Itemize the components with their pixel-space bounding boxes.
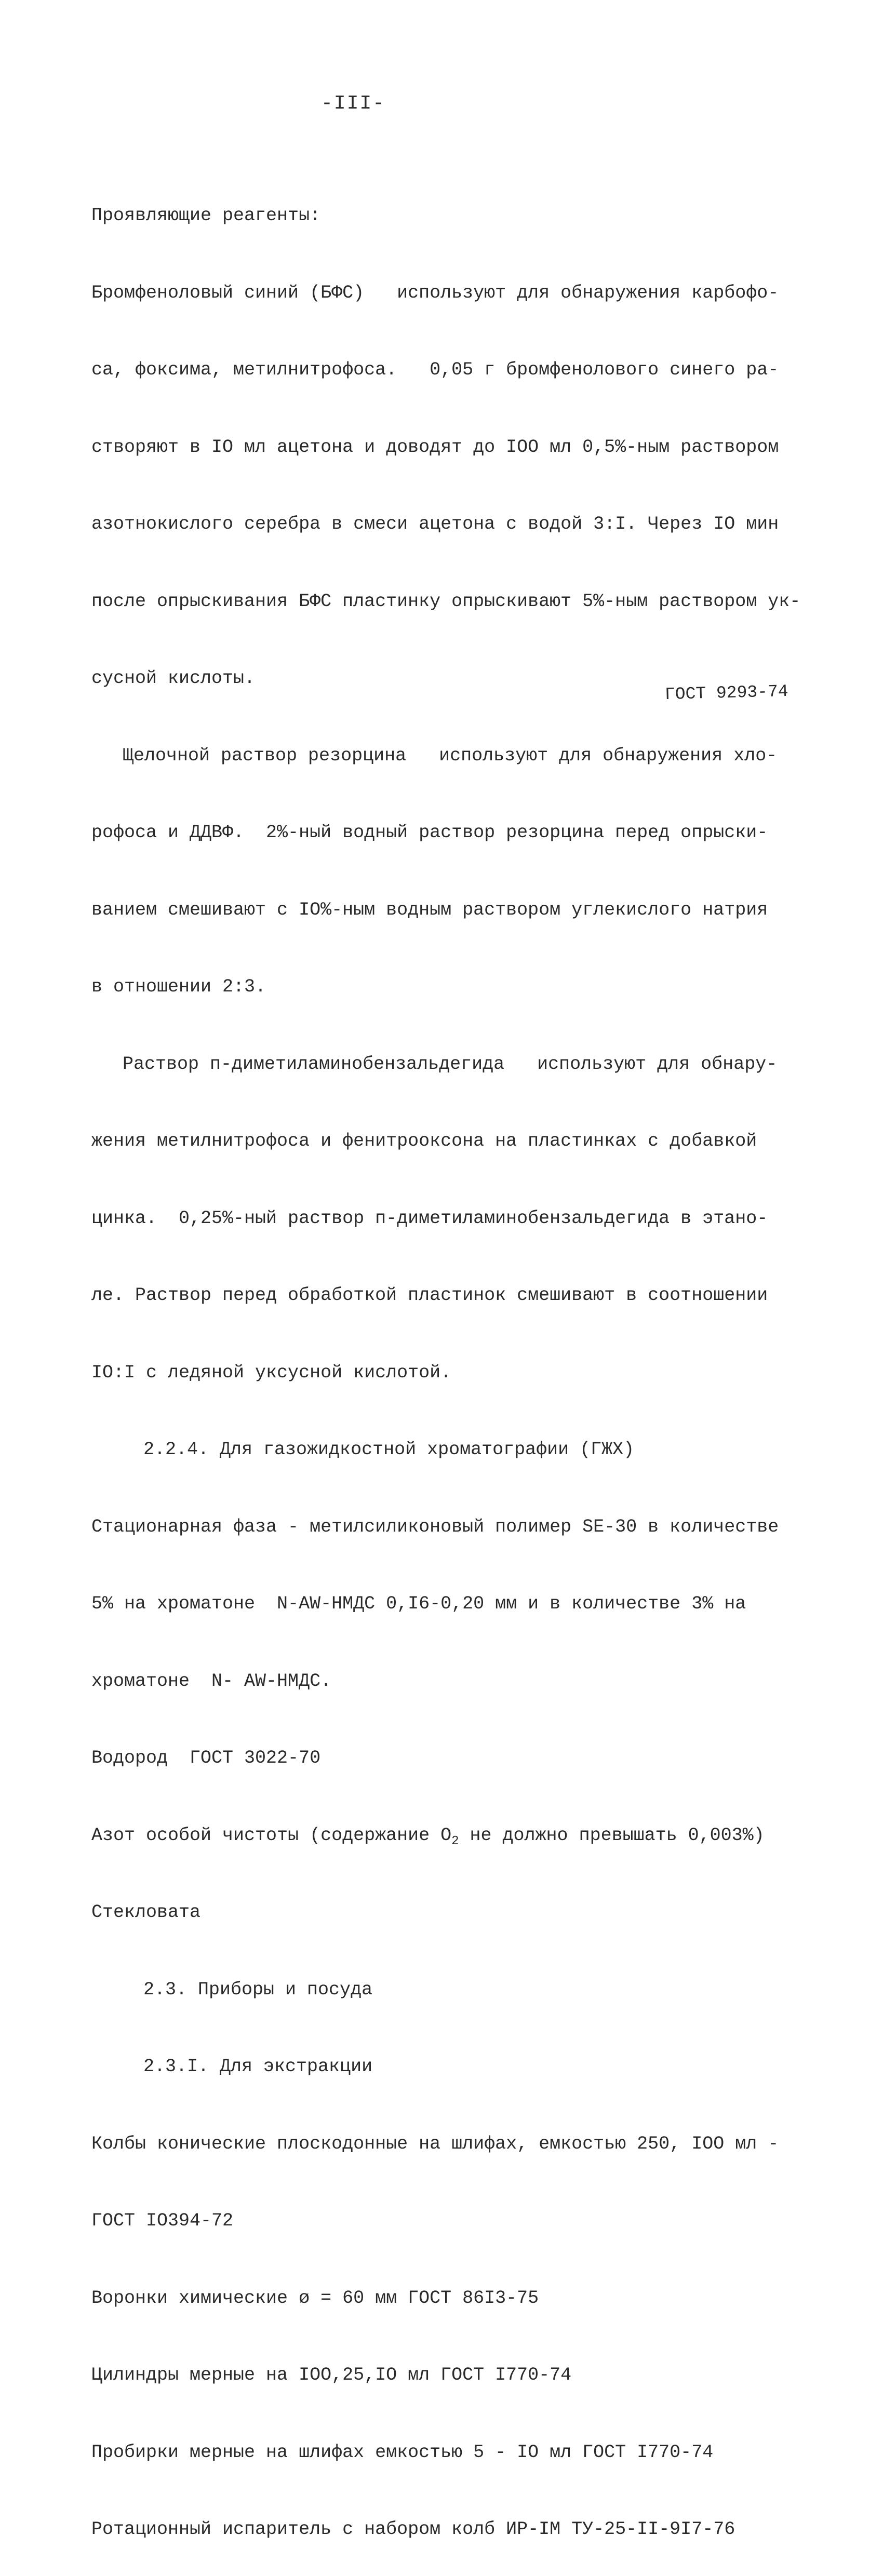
- section-heading-gc: 2.2.4. Для газожидкостной хроматографии (ГЖХ): [143, 1439, 635, 1460]
- text-line: са, фоксима, метилнитрофоса. 0,05 г бромфенолового синего ра-: [91, 359, 779, 380]
- document-body: [91, 152, 829, 2576]
- text-line: ле. Раствор перед обработкой пластинок смешивают в соотношении: [91, 1285, 768, 1306]
- section-heading-extraction: 2.3.I. Для экстракции: [143, 2056, 373, 2077]
- text-line: цинка. 0,25%-ный раствор п-диметиламинобензальдегида в этано-: [91, 1208, 768, 1229]
- text-line: [91, 1823, 829, 1849]
- text-line: ванием смешивают с IO%-ным водным раствором углекислого натрия: [91, 899, 768, 920]
- section-heading-reagents: Проявляющие реагенты:: [91, 205, 321, 226]
- text-line: Стекловата: [91, 1902, 201, 1923]
- text-line: Колбы конические плоскодонные на шлифах, емкостью 250, IOO мл -: [91, 2133, 779, 2154]
- text-line: ГОСТ IO394-72: [91, 2210, 234, 2231]
- text-line: IO:I с ледяной уксусной кислотой.: [91, 1362, 452, 1383]
- text-line: Раствор п-диметиламинобензальдегида используют для обнару-: [123, 1053, 778, 1075]
- text-line: в отношении 2:3.: [91, 976, 266, 997]
- section-heading-equipment: 2.3. Приборы и посуда: [143, 1979, 373, 2000]
- handwritten-gost-note: ГОСТ 9293-74: [664, 681, 789, 705]
- text-line: Стационарная фаза - метилсиликоновый полимер SE-30 в количестве: [91, 1516, 779, 1537]
- page-number: -III-: [320, 92, 386, 115]
- text-line: Бромфеноловый синий (БФС) используют для обнаружения карбофо-: [91, 282, 779, 303]
- text-line: жения метилнитрофоса и фенитрооксона на пластинках с добавкой: [91, 1131, 757, 1151]
- text-line: хроматоне N- AW-НМДС.: [91, 1670, 332, 1692]
- text-line: Ротационный испаритель с набором колб ИР-IМ ТУ-25-II-9I7-76: [91, 2519, 735, 2540]
- subscript: 2: [451, 1834, 459, 1848]
- text-line: после опрыскивания БФС пластинку опрыскивают 5%-ным раствором ук-: [91, 591, 801, 612]
- text-fragment: Азот особой чистоты (содержание O: [91, 1824, 452, 1846]
- text-line: створяют в IO мл ацетона и доводят до IOO мл 0,5%-ным раствором: [91, 436, 779, 458]
- text-line: азотнокислого серебра в смеси ацетона с водой 3:I. Через IO мин: [91, 514, 779, 534]
- text-line: 5% на хроматоне N-AW-НМДС 0,I6-0,20 мм и в количестве 3% на: [91, 1593, 746, 1614]
- text-line: Воронки химические ø = 60 мм ГОСТ 86I3-75: [91, 2287, 539, 2309]
- text-line: Водород ГОСТ 3022-70: [91, 1748, 321, 1768]
- text-line: рофоса и ДДВФ. 2%-ный водный раствор резорцина перед опрыски-: [91, 822, 768, 843]
- text-line: Цилиндры мерные на IOO,25,IO мл ГОСТ I770-74: [91, 2365, 572, 2385]
- text-line: Щелочной раствор резорцина используют для обнаружения хло-: [123, 745, 778, 766]
- text-line: Пробирки мерные на шлифах емкостью 5 - IO мл ГОСТ I770-74: [91, 2441, 714, 2463]
- text-fragment: не должно превышать 0,003%): [459, 1824, 765, 1846]
- text-line: сусной кислоты.: [91, 668, 256, 689]
